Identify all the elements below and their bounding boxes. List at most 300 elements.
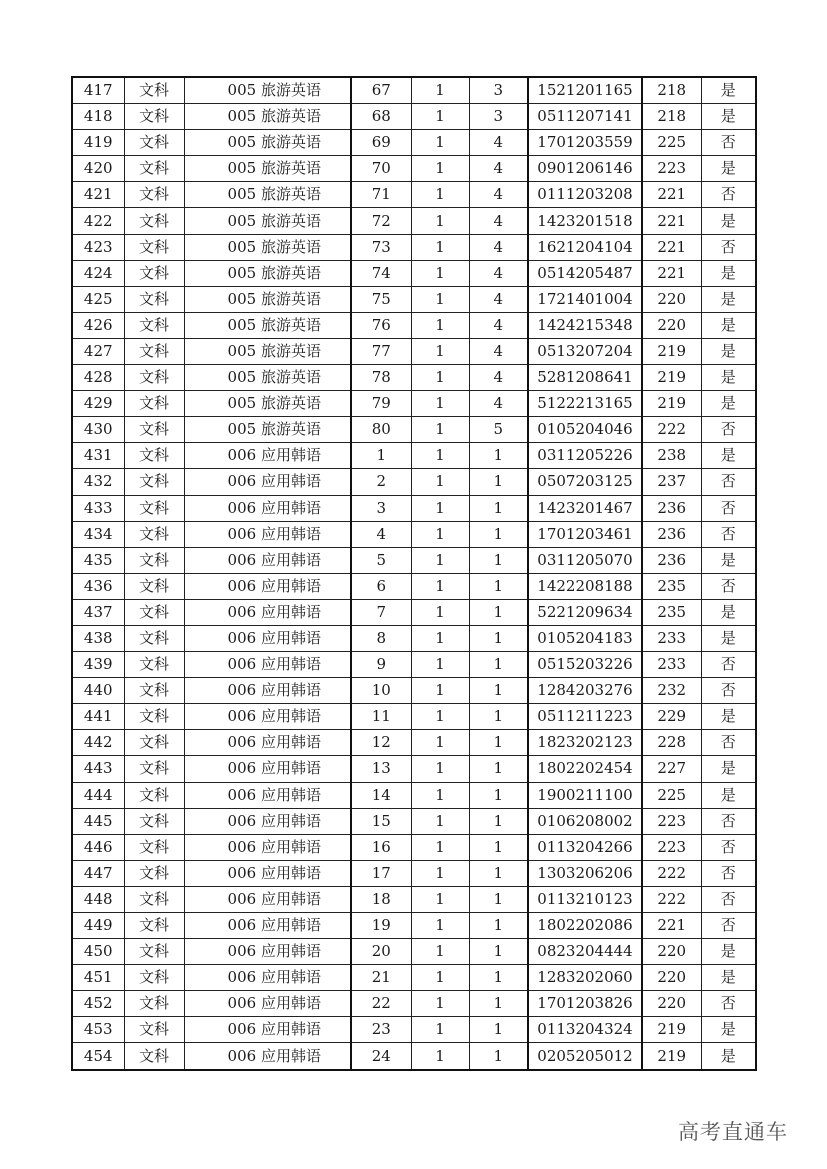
- category-cell: 文科: [124, 208, 184, 234]
- table-row: [72, 391, 756, 417]
- category-cell: 文科: [124, 547, 184, 573]
- flag-cell: 否: [701, 495, 756, 521]
- exam-id-cell: 5281208641: [528, 365, 642, 391]
- major-cell: 006 应用韩语: [184, 756, 351, 782]
- exam-id-cell: 0511207141: [528, 104, 642, 130]
- table-row: [72, 521, 756, 547]
- rank-cell: 14: [351, 782, 411, 808]
- seq-cell: 419: [72, 130, 124, 156]
- rank-cell: 77: [351, 338, 411, 364]
- exam-id-cell: 0901206146: [528, 156, 642, 182]
- category-cell: 文科: [124, 860, 184, 886]
- table-row: [72, 495, 756, 521]
- major-cell: 005 旅游英语: [184, 338, 351, 364]
- seq-cell: 440: [72, 678, 124, 704]
- rank-cell: 17: [351, 860, 411, 886]
- flag-cell: 是: [701, 965, 756, 991]
- col5-cell: 1: [411, 417, 469, 443]
- seq-cell: 427: [72, 338, 124, 364]
- col6-cell: 1: [469, 913, 528, 939]
- exam-id-cell: 1701203826: [528, 991, 642, 1017]
- score-cell: 225: [642, 130, 701, 156]
- table-row: [72, 782, 756, 808]
- score-cell: 220: [642, 312, 701, 338]
- exam-id-cell: 1802202454: [528, 756, 642, 782]
- category-cell: 文科: [124, 104, 184, 130]
- score-cell: 227: [642, 756, 701, 782]
- flag-cell: 是: [701, 208, 756, 234]
- exam-id-cell: 0113204266: [528, 834, 642, 860]
- seq-cell: 433: [72, 495, 124, 521]
- seq-cell: 432: [72, 469, 124, 495]
- rank-cell: 79: [351, 391, 411, 417]
- col6-cell: 4: [469, 312, 528, 338]
- flag-cell: 否: [701, 417, 756, 443]
- seq-cell: 445: [72, 808, 124, 834]
- exam-id-cell: 0106208002: [528, 808, 642, 834]
- major-cell: 005 旅游英语: [184, 208, 351, 234]
- major-cell: 006 应用韩语: [184, 1043, 351, 1070]
- category-cell: 文科: [124, 260, 184, 286]
- category-cell: 文科: [124, 365, 184, 391]
- major-cell: 005 旅游英语: [184, 365, 351, 391]
- seq-cell: 426: [72, 312, 124, 338]
- col6-cell: 1: [469, 652, 528, 678]
- major-cell: 006 应用韩语: [184, 965, 351, 991]
- table-row: [72, 77, 756, 104]
- table-row: [72, 730, 756, 756]
- score-cell: 238: [642, 443, 701, 469]
- rank-cell: 78: [351, 365, 411, 391]
- table-row: [72, 913, 756, 939]
- seq-cell: 448: [72, 886, 124, 912]
- category-cell: 文科: [124, 77, 184, 104]
- table-row: [72, 886, 756, 912]
- score-cell: 229: [642, 704, 701, 730]
- col6-cell: 1: [469, 547, 528, 573]
- seq-cell: 439: [72, 652, 124, 678]
- col5-cell: 1: [411, 913, 469, 939]
- flag-cell: 是: [701, 1017, 756, 1043]
- col5-cell: 1: [411, 860, 469, 886]
- rank-cell: 24: [351, 1043, 411, 1070]
- flag-cell: 是: [701, 782, 756, 808]
- major-cell: 005 旅游英语: [184, 77, 351, 104]
- col5-cell: 1: [411, 312, 469, 338]
- rank-cell: 72: [351, 208, 411, 234]
- col6-cell: 3: [469, 104, 528, 130]
- col5-cell: 1: [411, 469, 469, 495]
- major-cell: 006 应用韩语: [184, 599, 351, 625]
- table-row: [72, 260, 756, 286]
- rank-cell: 13: [351, 756, 411, 782]
- seq-cell: 454: [72, 1043, 124, 1070]
- category-cell: 文科: [124, 599, 184, 625]
- seq-cell: 444: [72, 782, 124, 808]
- score-cell: 233: [642, 625, 701, 651]
- major-cell: 006 应用韩语: [184, 573, 351, 599]
- col6-cell: 1: [469, 573, 528, 599]
- score-cell: 221: [642, 260, 701, 286]
- score-cell: 236: [642, 495, 701, 521]
- category-cell: 文科: [124, 652, 184, 678]
- score-cell: 223: [642, 834, 701, 860]
- flag-cell: 否: [701, 469, 756, 495]
- flag-cell: 否: [701, 521, 756, 547]
- col5-cell: 1: [411, 756, 469, 782]
- col6-cell: 4: [469, 208, 528, 234]
- exam-id-cell: 1823202123: [528, 730, 642, 756]
- table-row: [72, 156, 756, 182]
- seq-cell: 424: [72, 260, 124, 286]
- exam-id-cell: 1900211100: [528, 782, 642, 808]
- admission-table: [71, 76, 757, 1071]
- exam-id-cell: 1422208188: [528, 573, 642, 599]
- flag-cell: 否: [701, 182, 756, 208]
- col6-cell: 5: [469, 417, 528, 443]
- rank-cell: 73: [351, 234, 411, 260]
- major-cell: 006 应用韩语: [184, 886, 351, 912]
- score-cell: 219: [642, 365, 701, 391]
- table-row: [72, 939, 756, 965]
- col5-cell: 1: [411, 834, 469, 860]
- category-cell: 文科: [124, 991, 184, 1017]
- seq-cell: 418: [72, 104, 124, 130]
- table-row: [72, 338, 756, 364]
- seq-cell: 422: [72, 208, 124, 234]
- exam-id-cell: 1424215348: [528, 312, 642, 338]
- col6-cell: 4: [469, 182, 528, 208]
- flag-cell: 否: [701, 573, 756, 599]
- flag-cell: 是: [701, 156, 756, 182]
- col5-cell: 1: [411, 599, 469, 625]
- col5-cell: 1: [411, 678, 469, 704]
- score-cell: 223: [642, 156, 701, 182]
- col6-cell: 4: [469, 234, 528, 260]
- flag-cell: 否: [701, 834, 756, 860]
- score-cell: 222: [642, 886, 701, 912]
- major-cell: 005 旅游英语: [184, 104, 351, 130]
- score-cell: 219: [642, 1017, 701, 1043]
- table-row: [72, 1043, 756, 1070]
- table-row: [72, 678, 756, 704]
- rank-cell: 19: [351, 913, 411, 939]
- col5-cell: 1: [411, 130, 469, 156]
- rank-cell: 5: [351, 547, 411, 573]
- seq-cell: 436: [72, 573, 124, 599]
- seq-cell: 437: [72, 599, 124, 625]
- rank-cell: 10: [351, 678, 411, 704]
- table-row: [72, 365, 756, 391]
- category-cell: 文科: [124, 417, 184, 443]
- category-cell: 文科: [124, 338, 184, 364]
- flag-cell: 否: [701, 860, 756, 886]
- table-row: [72, 104, 756, 130]
- category-cell: 文科: [124, 286, 184, 312]
- category-cell: 文科: [124, 521, 184, 547]
- exam-id-cell: 1423201518: [528, 208, 642, 234]
- major-cell: 006 应用韩语: [184, 730, 351, 756]
- col5-cell: 1: [411, 808, 469, 834]
- flag-cell: 是: [701, 704, 756, 730]
- exam-id-cell: 1721401004: [528, 286, 642, 312]
- category-cell: 文科: [124, 756, 184, 782]
- exam-id-cell: 0113204324: [528, 1017, 642, 1043]
- col5-cell: 1: [411, 886, 469, 912]
- flag-cell: 否: [701, 808, 756, 834]
- rank-cell: 12: [351, 730, 411, 756]
- col5-cell: 1: [411, 652, 469, 678]
- category-cell: 文科: [124, 469, 184, 495]
- col6-cell: 1: [469, 756, 528, 782]
- major-cell: 006 应用韩语: [184, 495, 351, 521]
- col5-cell: 1: [411, 234, 469, 260]
- rank-cell: 22: [351, 991, 411, 1017]
- col6-cell: 4: [469, 130, 528, 156]
- col6-cell: 1: [469, 495, 528, 521]
- table-row: [72, 1017, 756, 1043]
- flag-cell: 是: [701, 260, 756, 286]
- major-cell: 006 应用韩语: [184, 860, 351, 886]
- col5-cell: 1: [411, 182, 469, 208]
- seq-cell: 451: [72, 965, 124, 991]
- exam-id-cell: 0515203226: [528, 652, 642, 678]
- table-row: [72, 443, 756, 469]
- col5-cell: 1: [411, 573, 469, 599]
- exam-id-cell: 5221209634: [528, 599, 642, 625]
- exam-id-cell: 1521201165: [528, 77, 642, 104]
- score-cell: 236: [642, 547, 701, 573]
- category-cell: 文科: [124, 391, 184, 417]
- category-cell: 文科: [124, 182, 184, 208]
- exam-id-cell: 0507203125: [528, 469, 642, 495]
- seq-cell: 453: [72, 1017, 124, 1043]
- major-cell: 006 应用韩语: [184, 625, 351, 651]
- category-cell: 文科: [124, 234, 184, 260]
- major-cell: 006 应用韩语: [184, 521, 351, 547]
- col5-cell: 1: [411, 965, 469, 991]
- exam-id-cell: 0113210123: [528, 886, 642, 912]
- score-cell: 228: [642, 730, 701, 756]
- category-cell: 文科: [124, 678, 184, 704]
- seq-cell: 434: [72, 521, 124, 547]
- flag-cell: 否: [701, 730, 756, 756]
- score-cell: 221: [642, 182, 701, 208]
- col5-cell: 1: [411, 625, 469, 651]
- rank-cell: 8: [351, 625, 411, 651]
- major-cell: 006 应用韩语: [184, 834, 351, 860]
- table-row: [72, 991, 756, 1017]
- col6-cell: 1: [469, 704, 528, 730]
- category-cell: 文科: [124, 808, 184, 834]
- table-row: [72, 652, 756, 678]
- flag-cell: 是: [701, 391, 756, 417]
- score-cell: 232: [642, 678, 701, 704]
- rank-cell: 21: [351, 965, 411, 991]
- col5-cell: 1: [411, 77, 469, 104]
- category-cell: 文科: [124, 913, 184, 939]
- score-cell: 220: [642, 991, 701, 1017]
- seq-cell: 420: [72, 156, 124, 182]
- major-cell: 005 旅游英语: [184, 182, 351, 208]
- col5-cell: 1: [411, 391, 469, 417]
- rank-cell: 68: [351, 104, 411, 130]
- major-cell: 006 应用韩语: [184, 1017, 351, 1043]
- table-row: [72, 286, 756, 312]
- rank-cell: 80: [351, 417, 411, 443]
- rank-cell: 76: [351, 312, 411, 338]
- score-cell: 220: [642, 965, 701, 991]
- seq-cell: 443: [72, 756, 124, 782]
- rank-cell: 71: [351, 182, 411, 208]
- col5-cell: 1: [411, 338, 469, 364]
- col5-cell: 1: [411, 443, 469, 469]
- category-cell: 文科: [124, 965, 184, 991]
- seq-cell: 421: [72, 182, 124, 208]
- col6-cell: 1: [469, 808, 528, 834]
- seq-cell: 417: [72, 77, 124, 104]
- table-body: [72, 77, 756, 1070]
- major-cell: 005 旅游英语: [184, 417, 351, 443]
- col5-cell: 1: [411, 208, 469, 234]
- category-cell: 文科: [124, 834, 184, 860]
- col5-cell: 1: [411, 104, 469, 130]
- flag-cell: 否: [701, 652, 756, 678]
- seq-cell: 442: [72, 730, 124, 756]
- col6-cell: 4: [469, 338, 528, 364]
- category-cell: 文科: [124, 939, 184, 965]
- seq-cell: 446: [72, 834, 124, 860]
- score-cell: 233: [642, 652, 701, 678]
- major-cell: 006 应用韩语: [184, 782, 351, 808]
- exam-id-cell: 1701203559: [528, 130, 642, 156]
- exam-id-cell: 0311205226: [528, 443, 642, 469]
- col6-cell: 1: [469, 443, 528, 469]
- rank-cell: 18: [351, 886, 411, 912]
- seq-cell: 435: [72, 547, 124, 573]
- rank-cell: 15: [351, 808, 411, 834]
- col5-cell: 1: [411, 704, 469, 730]
- seq-cell: 438: [72, 625, 124, 651]
- flag-cell: 否: [701, 886, 756, 912]
- seq-cell: 431: [72, 443, 124, 469]
- col6-cell: 3: [469, 77, 528, 104]
- category-cell: 文科: [124, 730, 184, 756]
- col6-cell: 1: [469, 521, 528, 547]
- flag-cell: 否: [701, 678, 756, 704]
- table-row: [72, 130, 756, 156]
- flag-cell: 是: [701, 1043, 756, 1070]
- rank-cell: 70: [351, 156, 411, 182]
- exam-id-cell: 0311205070: [528, 547, 642, 573]
- col6-cell: 4: [469, 365, 528, 391]
- major-cell: 006 应用韩语: [184, 547, 351, 573]
- rank-cell: 74: [351, 260, 411, 286]
- col6-cell: 1: [469, 860, 528, 886]
- category-cell: 文科: [124, 573, 184, 599]
- col5-cell: 1: [411, 365, 469, 391]
- score-cell: 236: [642, 521, 701, 547]
- table-row: [72, 625, 756, 651]
- col6-cell: 4: [469, 286, 528, 312]
- col5-cell: 1: [411, 495, 469, 521]
- flag-cell: 是: [701, 625, 756, 651]
- exam-id-cell: 0511211223: [528, 704, 642, 730]
- rank-cell: 23: [351, 1017, 411, 1043]
- col6-cell: 4: [469, 156, 528, 182]
- col5-cell: 1: [411, 1043, 469, 1070]
- col6-cell: 1: [469, 469, 528, 495]
- category-cell: 文科: [124, 782, 184, 808]
- score-cell: 235: [642, 573, 701, 599]
- flag-cell: 是: [701, 599, 756, 625]
- flag-cell: 是: [701, 338, 756, 364]
- table-row: [72, 860, 756, 886]
- rank-cell: 9: [351, 652, 411, 678]
- major-cell: 005 旅游英语: [184, 234, 351, 260]
- exam-id-cell: 0105204183: [528, 625, 642, 651]
- exam-id-cell: 0823204444: [528, 939, 642, 965]
- flag-cell: 是: [701, 312, 756, 338]
- exam-id-cell: 0105204046: [528, 417, 642, 443]
- table-row: [72, 834, 756, 860]
- rank-cell: 2: [351, 469, 411, 495]
- score-cell: 223: [642, 808, 701, 834]
- exam-id-cell: 0111203208: [528, 182, 642, 208]
- rank-cell: 16: [351, 834, 411, 860]
- exam-id-cell: 1701203461: [528, 521, 642, 547]
- table-row: [72, 182, 756, 208]
- flag-cell: 是: [701, 104, 756, 130]
- major-cell: 006 应用韩语: [184, 652, 351, 678]
- score-cell: 235: [642, 599, 701, 625]
- col6-cell: 1: [469, 782, 528, 808]
- rank-cell: 4: [351, 521, 411, 547]
- table-row: [72, 965, 756, 991]
- major-cell: 006 应用韩语: [184, 913, 351, 939]
- category-cell: 文科: [124, 625, 184, 651]
- exam-id-cell: 1423201467: [528, 495, 642, 521]
- major-cell: 006 应用韩语: [184, 443, 351, 469]
- col5-cell: 1: [411, 547, 469, 573]
- col6-cell: 1: [469, 730, 528, 756]
- rank-cell: 67: [351, 77, 411, 104]
- flag-cell: 否: [701, 991, 756, 1017]
- table-row: [72, 547, 756, 573]
- table-row: [72, 208, 756, 234]
- seq-cell: 447: [72, 860, 124, 886]
- flag-cell: 否: [701, 130, 756, 156]
- seq-cell: 450: [72, 939, 124, 965]
- flag-cell: 否: [701, 913, 756, 939]
- flag-cell: 是: [701, 939, 756, 965]
- col5-cell: 1: [411, 730, 469, 756]
- table-row: [72, 808, 756, 834]
- score-cell: 222: [642, 417, 701, 443]
- major-cell: 005 旅游英语: [184, 391, 351, 417]
- category-cell: 文科: [124, 312, 184, 338]
- flag-cell: 是: [701, 547, 756, 573]
- score-cell: 225: [642, 782, 701, 808]
- flag-cell: 否: [701, 234, 756, 260]
- major-cell: 006 应用韩语: [184, 678, 351, 704]
- col6-cell: 1: [469, 991, 528, 1017]
- major-cell: 006 应用韩语: [184, 939, 351, 965]
- seq-cell: 423: [72, 234, 124, 260]
- exam-id-cell: 1284203276: [528, 678, 642, 704]
- table-row: [72, 599, 756, 625]
- rank-cell: 69: [351, 130, 411, 156]
